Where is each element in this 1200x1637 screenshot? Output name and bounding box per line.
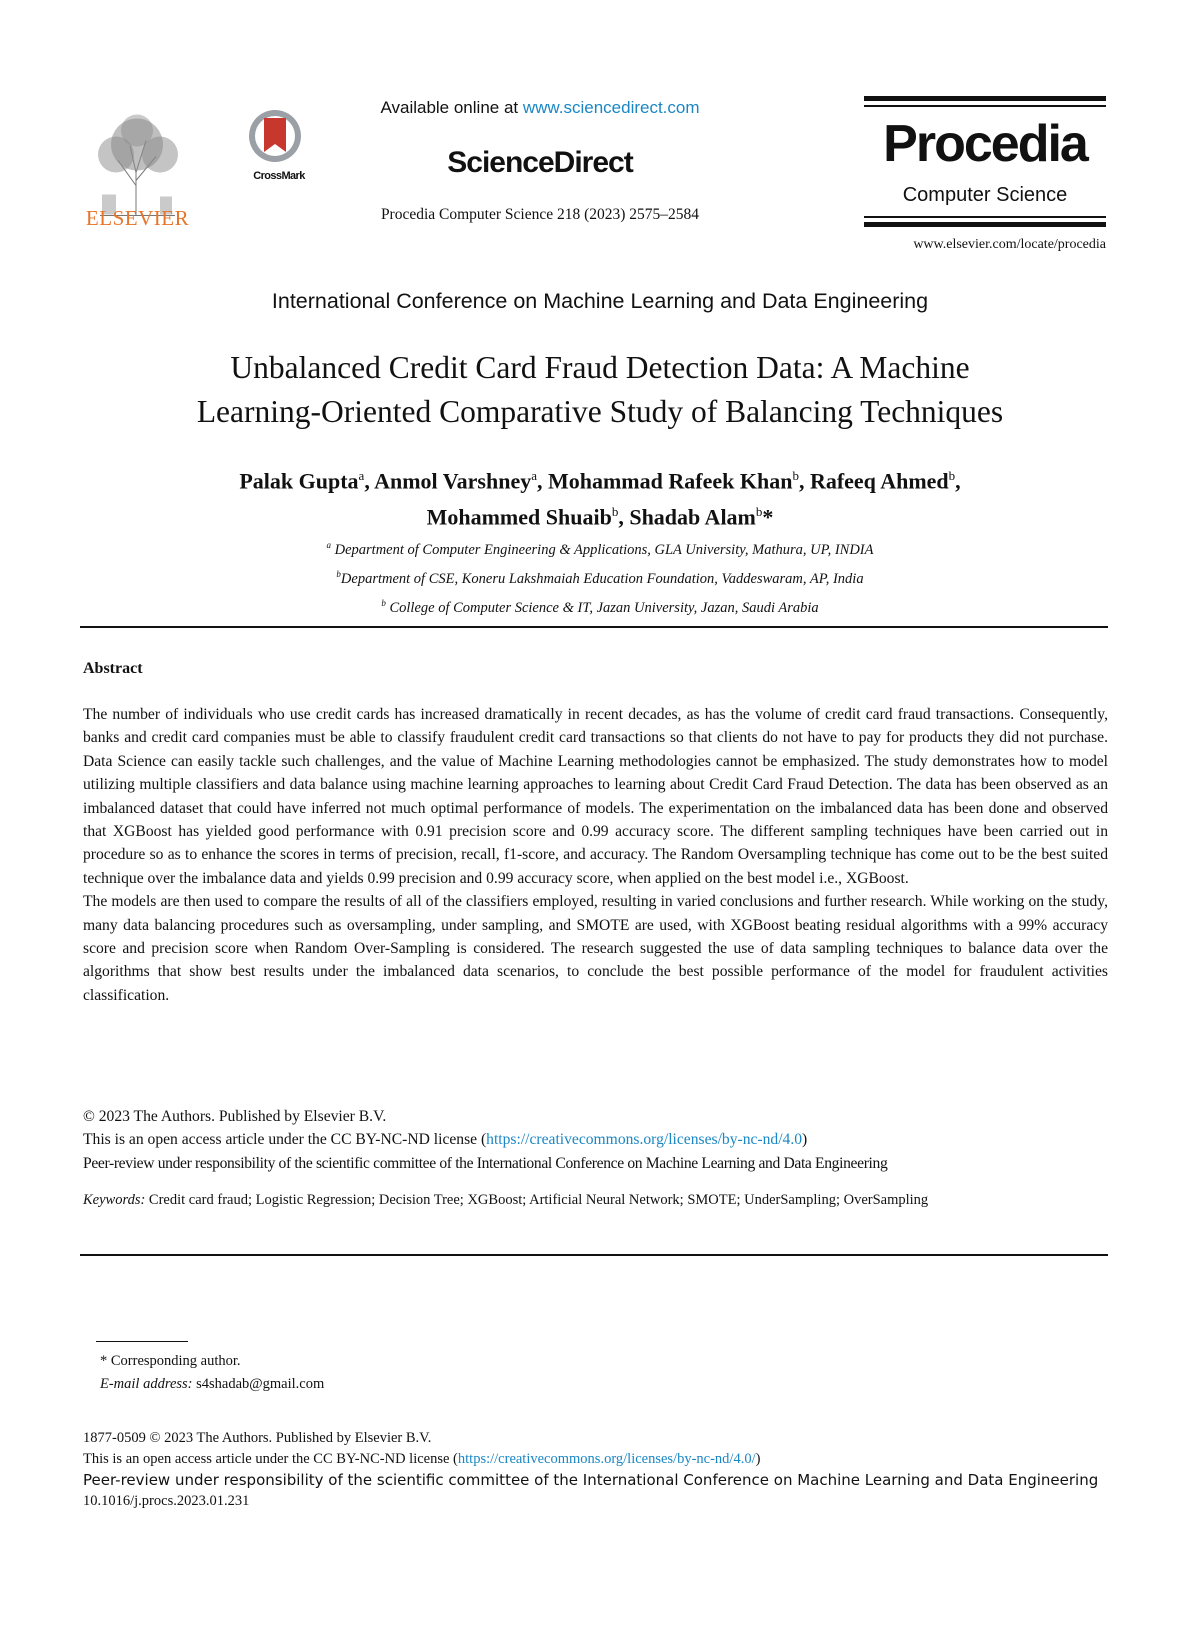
abstract-paragraph-2: The models are then used to compare the results of all of the classifiers employed, resulting in varied conclusions and further research. While working on the study, many data balancing procedures such as oversampling, under sampling, and SMOTE are used, with XGBoost beating residual algorithms with a 99% accuracy score and precision score when Random Over-Sampling is considered. The research suggested the use of data sampling techniques to balance data over the algorithms that show best results under the imbalanced data scenarios, to conclude the best possible performance of the model for fraudulent activities classification. <box>83 893 1108 1004</box>
issn-license-suffix: ) <box>755 1451 761 1467</box>
author-name: Anmol Varshney <box>374 468 532 494</box>
email-label: E-mail address: <box>100 1376 193 1392</box>
email-line <box>100 1373 324 1396</box>
affiliation-item <box>60 533 1140 562</box>
procedia-url[interactable]: www.elsevier.com/locate/procedia <box>913 237 1106 252</box>
elsevier-wordmark: ELSEVIER <box>85 206 190 230</box>
affiliation-mark: b <box>381 597 386 608</box>
author-affiliation-mark: b <box>611 504 619 520</box>
copyright-line: © 2023 The Authors. Published by Elsevier B.V. <box>83 1108 387 1125</box>
affiliation-list <box>60 533 1140 619</box>
author-name: Rafeeq Ahmed <box>809 468 949 494</box>
affiliation-item <box>60 562 1140 591</box>
abstract-paragraph-1: The number of individuals who use credit cards has increased dramatically in recent decades, as has the volume of credit card fraud transactions. Consequently, banks and credit card companies must be able to classify fraudulent credit card transactions so that clients do not have to pay for products they did not purchase. Data Science can easily tackle such challenges, and the value of Machine Learning methodologies cannot be emphasized. The study demonstrates how to model utilizing multiple classifiers and data balance using machine learning approaches to learning about Credit Card Fraud Detection. The data has been observed as an imbalanced dataset that could have inferred not much optimal performance of models. The experimentation on the imbalanced data has been done and observed that XGBoost has yielded good performance with 0.91 precision score and 0.99 accuracy score. The different sampling techniques have been carried out in procedure so as to enhance the scores in terms of precision, recall, f1-score, and accuracy. The Random Oversampling technique has come out to be the best suited technique over the imbalance data and yields 0.99 precision and 0.99 accuracy score, when applied on the best model i.e., XGBoost. <box>83 706 1108 887</box>
section-divider-bottom <box>80 1254 1108 1256</box>
procedia-bottom-thin-bar <box>864 216 1106 218</box>
paper-title-line-2: Learning-Oriented Comparative Study of Balancing Techniques <box>196 394 1004 429</box>
author-name: Palak Gupta <box>239 468 359 494</box>
footnote-rule <box>96 1341 188 1342</box>
procedia-bottom-bar <box>864 222 1106 227</box>
author-affiliation-mark: b <box>792 468 799 483</box>
sciencedirect-link[interactable]: www.sciencedirect.com <box>522 98 700 117</box>
issn-line: 1877-0509 © 2023 The Authors. Published by Elsevier B.V. <box>83 1430 432 1446</box>
available-prefix: Available online at <box>380 98 523 117</box>
issn-license-line <box>83 1449 1113 1470</box>
author-affiliation-mark: b <box>948 468 956 483</box>
author-affiliation-mark: a <box>531 468 537 483</box>
affiliation-text: Department of CSE, Koneru Lakshmaiah Education Foundation, Vaddeswaram, AP, India <box>340 570 864 587</box>
paper-title <box>60 346 1140 434</box>
author-name: Mohammed Shuaib <box>426 504 612 530</box>
license-suffix: ) <box>802 1131 808 1149</box>
author-separator: , <box>618 504 630 530</box>
affiliation-text: College of Computer Science & IT, Jazan University, Jazan, Saudi Arabia <box>385 599 819 616</box>
procedia-title: Procedia <box>883 115 1087 173</box>
email-address[interactable]: s4shadab@gmail.com <box>192 1376 325 1392</box>
copyright-block <box>83 1105 1113 1175</box>
issn-license-prefix: This is an open access article under the CC BY-NC-ND license ( <box>83 1451 458 1467</box>
sciencedirect-title: ScienceDirect <box>447 146 633 179</box>
affiliation-mark: a <box>326 540 331 550</box>
procedia-subtitle: Computer Science <box>902 184 1068 206</box>
keywords-label: Keywords: <box>83 1192 146 1208</box>
affiliation-mark: b <box>336 568 341 579</box>
author-separator: , <box>536 468 548 494</box>
corresponding-author-label: * Corresponding author. <box>100 1353 241 1369</box>
keywords-text: Credit card fraud; Logistic Regression; Decision Tree; XGBoost; Artificial Neural Network; SMOTE; UnderSampling; OverSampling <box>145 1192 929 1208</box>
author-affiliation-mark: a <box>358 468 365 483</box>
author-separator: , <box>798 468 810 494</box>
doi-line[interactable]: 10.1016/j.procs.2023.01.231 <box>83 1493 250 1509</box>
journal-reference: Procedia Computer Science 218 (2023) 2575–2584 <box>380 206 700 223</box>
crossmark-label: CrossMark <box>253 170 305 182</box>
section-divider-top <box>80 626 1108 628</box>
author-line-1 <box>60 460 1140 496</box>
paper-title-line-1: Unbalanced Credit Card Fraud Detection Data: A Machine <box>230 350 970 385</box>
keywords-block <box>83 1189 1108 1212</box>
corresponding-author-mark: * <box>762 504 774 530</box>
available-online-line <box>300 98 780 118</box>
peer-review-line: Peer-review under responsibility of the scientific committee of the International Conference on Machine Learning and Data Engineering <box>83 1154 888 1172</box>
author-affiliation-mark: b <box>755 504 763 520</box>
author-name: Shadab Alam <box>629 504 756 530</box>
conference-name: International Conference on Machine Learning and Data Engineering <box>271 289 929 313</box>
issn-peer-review-line: Peer-review under responsibility of the scientific committee of the International Conference on Machine Learning and Data Engineering <box>83 1471 1099 1489</box>
issn-block <box>83 1428 1113 1512</box>
affiliation-text: Department of Computer Engineering & Applications, GLA University, Mathura, UP, INDIA <box>330 541 874 558</box>
issn-license-link[interactable]: https://creativecommons.org/licenses/by-nc-nd/4.0/ <box>457 1451 756 1467</box>
affiliation-item <box>60 591 1140 620</box>
author-name: Mohammad Rafeek Khan <box>547 468 793 494</box>
license-prefix: This is an open access article under the CC BY-NC-ND license ( <box>83 1131 487 1149</box>
license-line <box>83 1128 1113 1151</box>
license-link[interactable]: https://creativecommons.org/licenses/by-nc-nd/4.0 <box>486 1131 803 1149</box>
abstract-heading: Abstract <box>83 660 143 677</box>
corresponding-author-footnote <box>100 1350 324 1396</box>
author-line-2 <box>60 496 1140 532</box>
author-separator: , <box>364 468 375 494</box>
abstract-body <box>83 703 1108 1007</box>
procedia-top-bar <box>864 96 1106 101</box>
author-list <box>60 460 1140 533</box>
procedia-top-thin-bar <box>864 105 1106 107</box>
author-separator: , <box>955 468 961 494</box>
